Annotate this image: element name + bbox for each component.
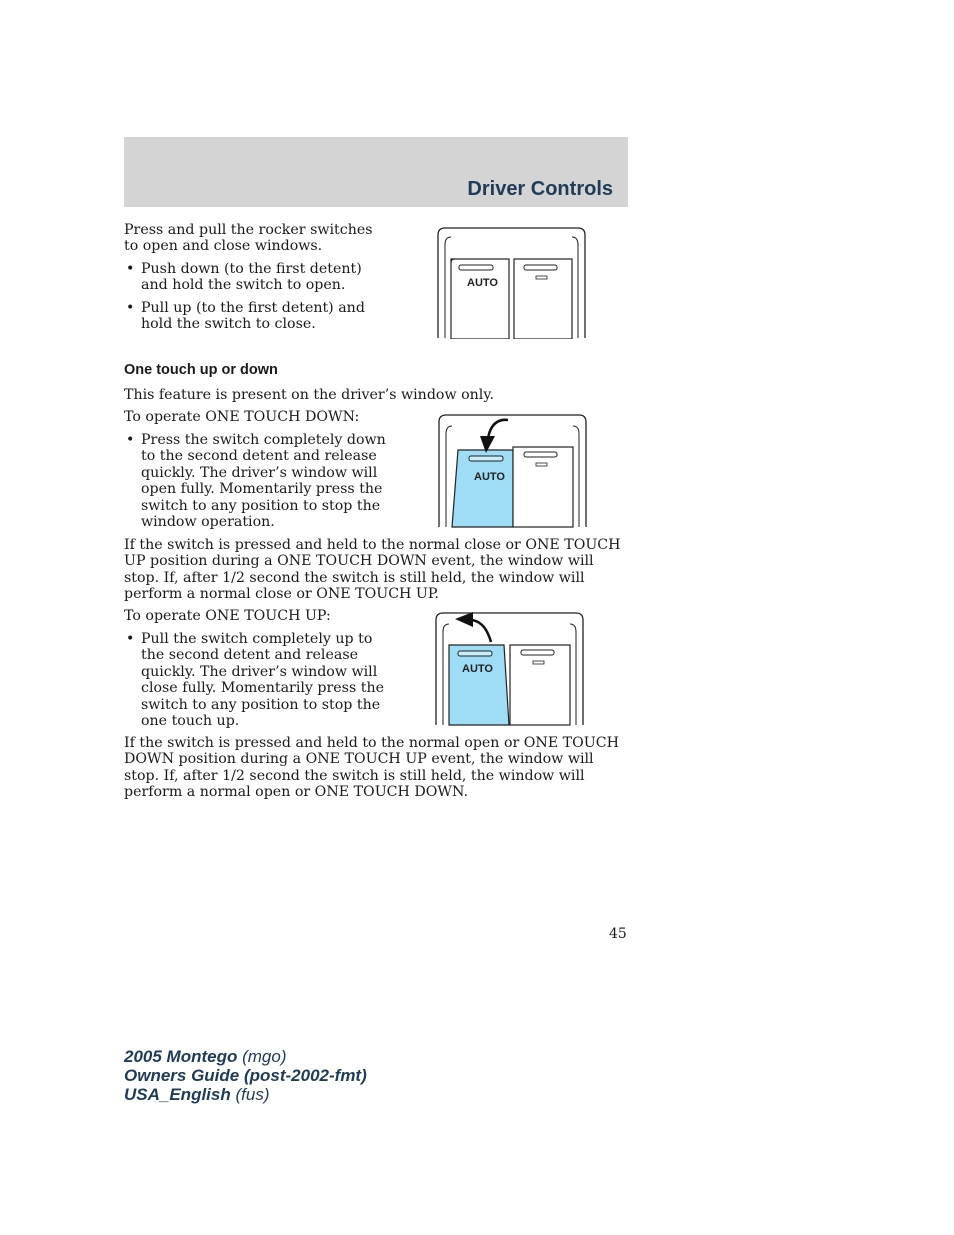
bullet-text: Push down (to the first detent) and hold the switch to open.: [141, 261, 362, 294]
footer-model-code: (mgo): [242, 1047, 287, 1066]
page-number: 45: [609, 926, 627, 942]
section-title: Driver Controls: [467, 178, 613, 200]
one-touch-down-figure: [438, 414, 588, 528]
down-after-paragraph: If the switch is pressed and held to the normal close or ONE TOUCH UP position during a ONE TOUCH DOWN event, the window will stop. If, after 1/2 second the switch is still held, the window will perform a normal close or ONE TOUCH UP.: [124, 537, 621, 603]
footer-model: 2005 Montego: [124, 1047, 238, 1066]
bullet-text: Press the switch completely down to the second detent and release quickly. The driver’s window will open fully. Momentarily press the switch to any position to stop the window operation.: [141, 432, 386, 531]
bullet-item: [124, 261, 381, 294]
up-after-paragraph: If the switch is pressed and held to the normal open or ONE TOUCH DOWN position during a ONE TOUCH UP event, the window will stop. If, after 1/2 second the switch is still held, the window will perform a normal open or ONE TOUCH DOWN.: [124, 735, 619, 801]
feature-paragraph: This feature is present on the driver’s window only.: [124, 387, 494, 403]
bullet-icon: •: [126, 432, 135, 448]
arrow-up-icon: [455, 612, 473, 627]
bullet-icon: •: [126, 631, 135, 647]
section-header: [124, 137, 628, 207]
bullet-item: [124, 300, 381, 333]
bullet-item: [124, 432, 393, 530]
one-touch-up-figure: [435, 612, 585, 726]
bullet-item: [124, 631, 393, 729]
footer-language-code: (fus): [235, 1085, 270, 1104]
auto-label: AUTO: [462, 663, 493, 675]
auto-label: AUTO: [474, 471, 505, 483]
up-intro: To operate ONE TOUCH UP:: [124, 608, 331, 624]
intro-paragraph: Press and pull the rocker switches to open and close windows.: [124, 222, 373, 255]
bullet-text: Pull the switch completely up to the second detent and release quickly. The driver’s window will close fully. Momentarily press the switch to any position to stop the one touch up.: [141, 631, 384, 730]
down-intro: To operate ONE TOUCH DOWN:: [124, 409, 360, 425]
footer-language: USA_English: [124, 1085, 231, 1104]
document-footer: [124, 1047, 367, 1104]
bullet-icon: •: [126, 261, 135, 277]
bullet-text: Pull up (to the first detent) and hold the switch to close.: [141, 300, 365, 333]
bullet-icon: •: [126, 300, 135, 316]
footer-guide: Owners Guide (post-2002-fmt): [124, 1066, 367, 1085]
auto-label: AUTO: [467, 277, 498, 289]
subsection-heading: One touch up or down: [124, 362, 278, 378]
window-switch-figure: [437, 227, 587, 339]
